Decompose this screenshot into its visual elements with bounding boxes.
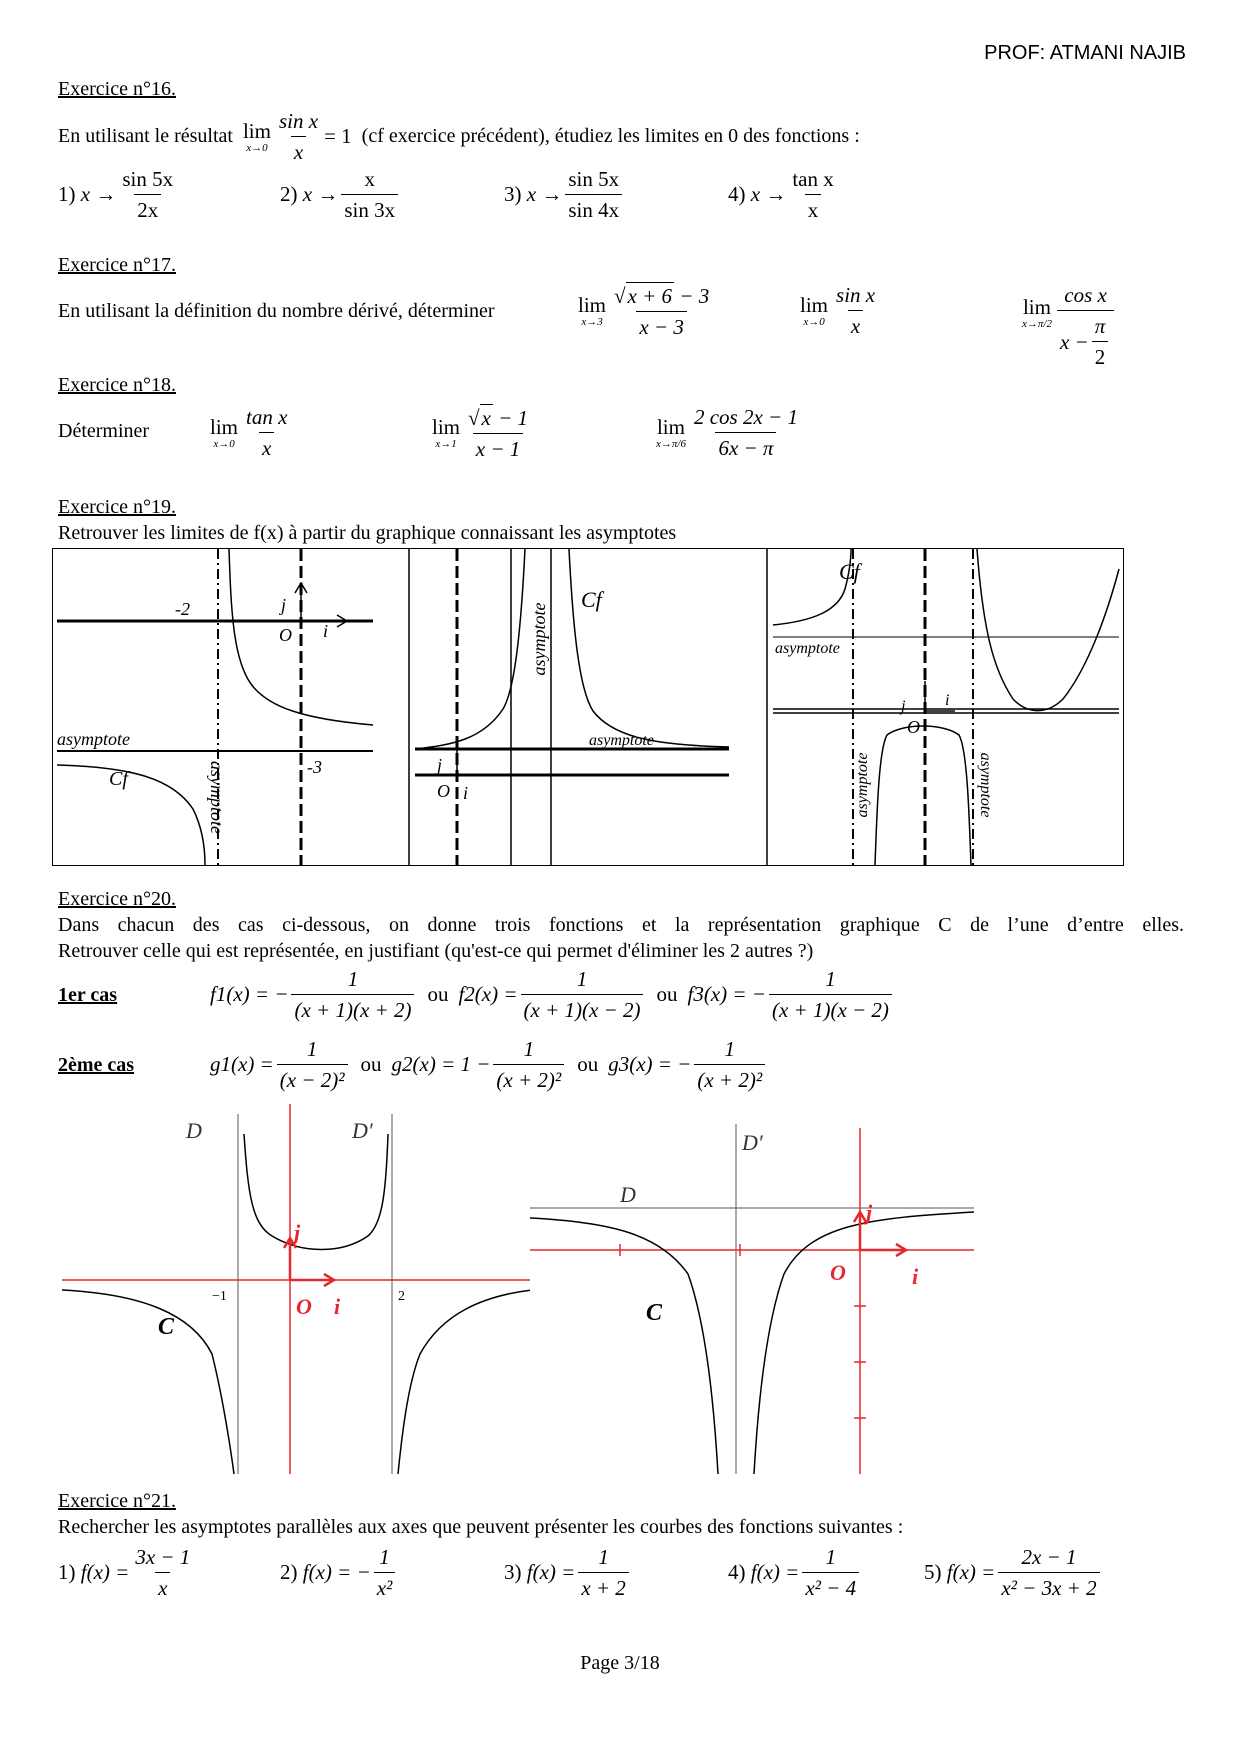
ex16-limit-frac	[276, 108, 321, 165]
function-frac	[802, 1544, 859, 1601]
lim-word: lim	[242, 118, 271, 143]
ex16-limit	[243, 120, 271, 154]
label-asymptote: asymptote	[775, 640, 840, 657]
lim-frac	[691, 404, 801, 461]
frac-num: sin 5x	[122, 167, 174, 191]
label-j: j	[281, 595, 287, 615]
frac-num: 2 cos 2x − 1	[693, 405, 798, 429]
item-label: 3)	[504, 1560, 522, 1584]
item-frac	[565, 166, 622, 223]
ex16-item-3	[504, 166, 625, 223]
frac-num: sin x	[836, 283, 876, 307]
ex21-item-3	[504, 1544, 632, 1601]
lim-word: lim	[432, 415, 461, 439]
ex16-intro-after: (cf exercice précédent), étudiez les limites en 0 des fonctions :	[361, 125, 860, 147]
frac-num: 1	[576, 967, 588, 991]
frac-num: 1	[306, 1037, 318, 1061]
ex19-graphs-svg	[53, 549, 1123, 865]
function-frac	[578, 1544, 629, 1601]
exercise-16-items	[58, 166, 958, 230]
function-name: g2(x) = 1 −	[391, 1052, 491, 1076]
lim	[578, 294, 606, 328]
lim-word: lim	[656, 414, 685, 439]
function-frac	[694, 1036, 765, 1093]
exercise-17-text: En utilisant la définition du nombre dérivé, déterminer	[58, 300, 495, 322]
frac-den: x² − 4	[802, 1572, 859, 1601]
function-name: g1(x) =	[210, 1052, 274, 1076]
ex21-item-5	[924, 1544, 1103, 1601]
label-asymptote: asymptote	[57, 729, 130, 749]
lim	[1022, 296, 1052, 330]
lim	[800, 294, 828, 328]
exercise-18-title: Exercice n°18.	[58, 374, 176, 396]
exercise-20-title: Exercice n°20.	[58, 888, 176, 910]
lim-word: lim	[1022, 295, 1051, 319]
label-cf: Cf	[839, 559, 860, 584]
function-name: f(x) = −	[302, 1560, 371, 1584]
num-rest: − 1	[492, 406, 529, 430]
ex19-graph-3	[773, 549, 1119, 865]
label-vertical-asymptote: asymptote	[529, 602, 549, 676]
frac-den: x	[155, 1572, 170, 1601]
frac-den: x²	[374, 1572, 396, 1601]
or-word: ou	[656, 982, 678, 1006]
function-name: g3(x) = −	[608, 1052, 692, 1076]
label-d: D	[620, 1182, 636, 1207]
exercise-16-intro	[58, 108, 860, 165]
ex19-graph-1	[57, 549, 373, 865]
ex21-item-4	[728, 1544, 862, 1601]
frac-den: sin 3x	[341, 194, 398, 223]
frac-num: √x + 6 − 3	[614, 284, 710, 308]
lim-frac	[611, 282, 712, 340]
ex16-item-4	[728, 166, 840, 223]
item-label: 2)	[280, 1560, 298, 1584]
lim	[432, 416, 460, 450]
num-rest: − 3	[674, 284, 710, 308]
frac-den: x² − 3x + 2	[998, 1572, 1099, 1601]
label-cf: Cf	[581, 587, 602, 612]
frac-num: 1	[825, 967, 836, 991]
lim-sub: x→0	[213, 437, 235, 450]
function-name: f(x) =	[750, 1560, 800, 1584]
label-j: j	[866, 1200, 873, 1225]
frac-den: (x + 1)(x − 2)	[521, 994, 644, 1023]
frac-den: x	[848, 310, 863, 339]
exercise-20-line-2: Retrouver celle qui est représentée, en justifiant (qu'est-ce qui permet d'éliminer les 2 autres ?)	[58, 940, 814, 962]
item-label: 4)	[728, 1560, 746, 1584]
frac-num: 1	[825, 1545, 836, 1569]
frac-den: (x − 2)²	[277, 1064, 348, 1093]
exercise-20-line-1: Dans chacun des cas ci-dessous, on donne trois fonctions et la représentation graphique C de l’une d’entre elles.	[58, 914, 1184, 936]
den-part: x −	[1059, 329, 1089, 354]
frac-den: 6x − π	[715, 432, 776, 461]
ex20-graph-b	[530, 1124, 974, 1474]
label-o: O	[830, 1260, 846, 1285]
item-label: 5)	[924, 1560, 942, 1584]
frac-den: x	[805, 194, 822, 223]
item-var: x →	[750, 182, 787, 206]
frac-num: 1	[598, 1545, 609, 1569]
ex16-intro-before: En utilisant le résultat	[58, 125, 233, 147]
ex19-graph-2	[415, 549, 729, 865]
ex21-item-2	[280, 1544, 398, 1601]
ex18-limit-3	[656, 404, 804, 461]
label-d-prime: D′	[742, 1130, 763, 1155]
lim-sub: x→0	[246, 141, 268, 154]
case-2-label: 2ème cas	[58, 1054, 135, 1076]
label-minus-3: -3	[307, 757, 322, 777]
frac-num: x	[364, 167, 375, 191]
or-word: ou	[360, 1052, 382, 1076]
or-word: ou	[577, 1052, 599, 1076]
label-i: i	[323, 621, 329, 641]
item-label: 2)	[280, 182, 298, 206]
function-frac	[132, 1544, 193, 1601]
label-i: i	[912, 1264, 919, 1289]
item-var: x →	[302, 182, 339, 206]
ex21-item-1	[58, 1544, 196, 1601]
frac-den: sin 4x	[565, 194, 622, 223]
function-name: f2(x) =	[458, 982, 518, 1006]
function-frac	[291, 966, 414, 1023]
function-name: f3(x) = −	[687, 982, 766, 1006]
label-cf: Cf	[109, 768, 128, 790]
item-frac	[119, 166, 176, 223]
label-i: i	[463, 783, 469, 803]
frac-num: π	[1094, 314, 1106, 338]
label-o: O	[279, 625, 292, 645]
function-frac	[521, 966, 644, 1023]
function-name: f(x) =	[946, 1560, 996, 1584]
frac-num: 1	[724, 1037, 735, 1061]
frac-num: tan x	[246, 405, 288, 429]
frac-num: cos x	[1064, 283, 1107, 307]
ex20-graph-b-svg	[530, 1124, 974, 1474]
label-minus-1: −1	[212, 1289, 227, 1304]
exercise-17-title: Exercice n°17.	[58, 254, 176, 276]
item-var: x →	[80, 182, 117, 206]
lim-sub: x→3	[581, 316, 603, 328]
item-label: 1)	[58, 1560, 76, 1584]
label-o: O	[296, 1294, 312, 1319]
function-frac	[998, 1544, 1099, 1601]
label-minus-2: -2	[175, 599, 190, 619]
exercise-21-title: Exercice n°21.	[58, 1490, 176, 1512]
function-frac	[277, 1036, 348, 1093]
lim	[656, 416, 686, 450]
frac-den: (x + 1)(x + 2)	[291, 994, 414, 1023]
frac-num: 1	[523, 1037, 535, 1061]
ex16-item-2	[280, 166, 401, 223]
label-vertical-asymptote: asymptote	[207, 761, 227, 834]
item-label: 3)	[504, 182, 522, 206]
case-1-label: 1er cas	[58, 984, 118, 1006]
label-j: j	[901, 698, 906, 715]
function-frac	[374, 1544, 396, 1601]
frac-den: (x + 1)(x − 2)	[769, 994, 892, 1023]
frac-den: x − 1	[473, 433, 524, 462]
ex17-limit-1	[578, 282, 715, 340]
label-o: O	[907, 717, 920, 737]
ex19-graphs-frame	[52, 548, 1124, 866]
frac-den: (x + 2)²	[493, 1064, 564, 1093]
pi-over-2	[1092, 313, 1109, 370]
lim-frac	[1057, 282, 1114, 370]
or-word: ou	[427, 982, 449, 1006]
label-vertical-asymptote-2: asymptote	[977, 752, 994, 818]
lim	[210, 416, 238, 450]
frac-num: sin x	[278, 109, 319, 133]
frac-den: x − 3	[636, 311, 687, 340]
frac-num: 1	[347, 967, 359, 991]
ex20-graph-a	[62, 1104, 532, 1474]
curve-cf-left	[415, 549, 525, 749]
label-i: i	[334, 1294, 341, 1319]
label-c: C	[646, 1300, 663, 1326]
exercise-18-text: Déterminer	[58, 420, 150, 442]
ex17-limit-3	[1022, 282, 1117, 370]
lim-word: lim	[578, 293, 607, 317]
frac-num: 2x − 1	[1021, 1545, 1077, 1569]
ex18-limit-1	[210, 404, 293, 461]
label-j: j	[437, 755, 443, 775]
item-label: 1)	[58, 182, 76, 206]
frac-num: 1	[379, 1545, 390, 1569]
exercise-16-title: Exercice n°16.	[58, 78, 176, 100]
exercise-19-text: Retrouver les limites de f(x) à partir du graphique connaissant les asymptotes	[58, 522, 677, 544]
function-name: f(x) =	[80, 1560, 130, 1584]
ex16-limit-eq: = 1	[324, 124, 352, 148]
exercise-21-text: Rechercher les asymptotes parallèles aux axes que peuvent présenter les courbes des fonctions suivantes :	[58, 1516, 904, 1538]
label-asymptote: asymptote	[589, 732, 654, 749]
item-label: 4)	[728, 182, 746, 206]
label-j: j	[294, 1220, 301, 1245]
exercise-21-items	[58, 1544, 1188, 1610]
curve-c-left	[530, 1218, 718, 1474]
function-name: f1(x) = −	[210, 982, 289, 1006]
label-2: 2	[398, 1289, 405, 1304]
frac-den: (x + 2)²	[694, 1064, 765, 1093]
case-2-functions	[210, 1036, 768, 1093]
function-frac	[493, 1036, 564, 1093]
frac-num: tan x	[792, 167, 834, 191]
ex18-limit-2	[432, 404, 534, 462]
lim-sub: x→1	[435, 438, 457, 450]
frac-den: 2	[1092, 341, 1109, 370]
radicand: x	[481, 406, 491, 430]
author-header: PROF: ATMANI NAJIB	[984, 42, 1186, 64]
label-d: D	[186, 1118, 202, 1143]
curve-cf-right	[977, 549, 1119, 711]
lim-sub: x→π/6	[656, 437, 686, 450]
ex20-graph-a-svg	[62, 1104, 532, 1474]
label-i: i	[945, 692, 950, 709]
lim-word: lim	[800, 292, 829, 317]
case-1-functions	[210, 966, 895, 1023]
exercise-19-title: Exercice n°19.	[58, 496, 176, 518]
curve-c-middle	[244, 1134, 388, 1250]
frac-num: sin 5x	[568, 167, 620, 191]
lim-frac	[833, 282, 878, 339]
frac-den: x	[259, 432, 274, 461]
curve-c-right	[754, 1212, 974, 1474]
lim-sub: x→π/2	[1022, 318, 1052, 330]
lim-frac	[465, 404, 531, 462]
curve-c-right	[398, 1290, 532, 1474]
frac-den: 2x	[134, 194, 161, 223]
frac-num: √x − 1	[468, 406, 529, 430]
label-vertical-asymptote-1: asymptote	[854, 752, 871, 818]
curve-cf-right	[569, 549, 729, 747]
radicand: x + 6	[627, 284, 673, 308]
frac-den	[1057, 310, 1114, 370]
function-frac	[769, 966, 892, 1023]
ex16-item-1	[58, 166, 179, 223]
lim-word: lim	[210, 414, 239, 439]
frac-den: x + 2	[578, 1572, 629, 1601]
lim-frac	[243, 404, 290, 461]
page-number: Page 3/18	[580, 1652, 660, 1674]
label-o: O	[437, 781, 450, 801]
lim-sub: x→0	[803, 315, 825, 328]
function-name: f(x) =	[526, 1560, 576, 1584]
label-c: C	[158, 1314, 175, 1340]
item-frac	[789, 166, 836, 223]
frac-den: x	[291, 136, 306, 165]
ex17-limit-2	[800, 282, 881, 339]
item-frac	[341, 166, 398, 223]
frac-num: 3x − 1	[135, 1545, 191, 1569]
item-var: x →	[526, 182, 563, 206]
curve-c-left	[62, 1290, 234, 1474]
curve-cf-left	[57, 765, 205, 865]
curve-cf-middle	[875, 726, 971, 865]
label-d-prime: D′	[352, 1118, 373, 1143]
